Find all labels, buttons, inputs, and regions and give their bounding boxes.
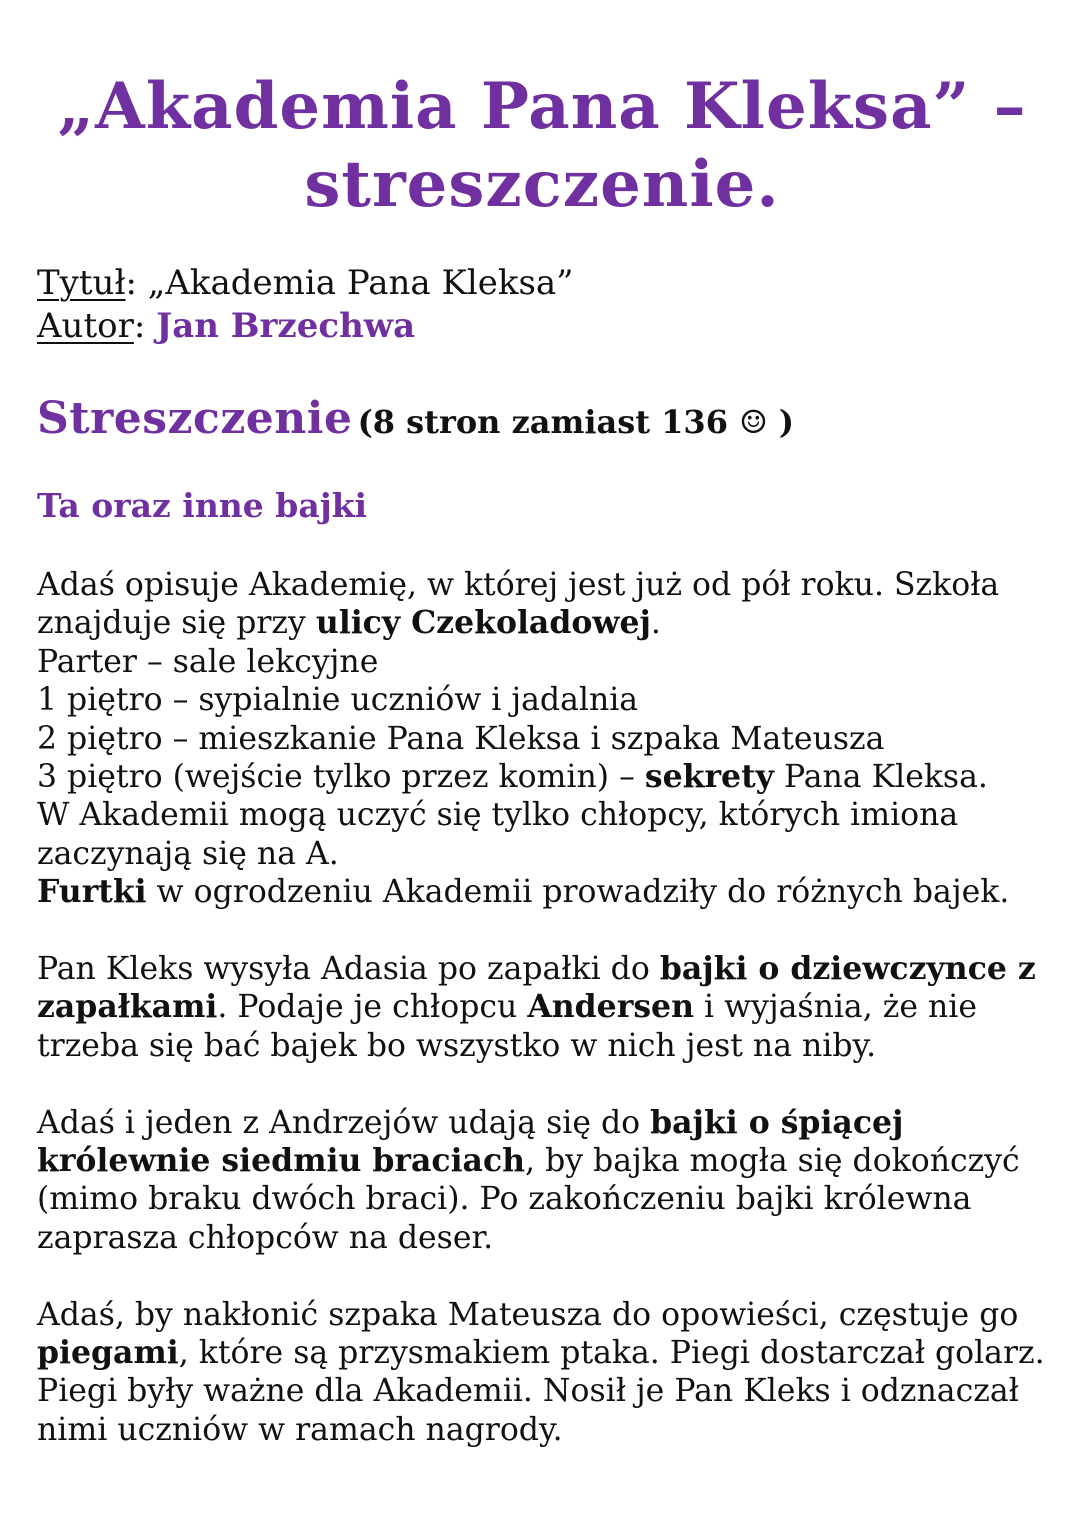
text-run: i wyjaśnia, że nie: [694, 989, 977, 1026]
bold-term: królewnie siedmiu braciach: [37, 1142, 526, 1180]
text-line: Piegi były ważne dla Akademii. Nosił je Pan Kleks i odznaczał: [37, 1373, 1019, 1410]
text-line: [37, 604, 1047, 642]
summary-body: [37, 566, 1047, 1488]
text-line: nimi uczniów w ramach nagrody.: [37, 1411, 563, 1448]
text-line: 1 piętro – sypialnie uczniów i jadalnia: [37, 682, 639, 719]
text-line: [37, 1142, 1047, 1180]
summary-heading-main: Streszczenie: [37, 393, 353, 444]
text-run: Pana Kleksa.: [773, 759, 988, 796]
bold-term: ulicy Czekoladowej: [315, 604, 651, 642]
text-run: w ogrodzeniu Akademii prowadziły do różnych bajek.: [146, 874, 1010, 911]
text-run: .: [650, 605, 661, 642]
meta-author-sep: :: [133, 306, 157, 346]
meta-title-label: Tytuł: [37, 263, 126, 303]
text-line: Parter – sale lekcyjne: [37, 643, 379, 680]
text-line: 2 piętro – mieszkanie Pana Kleksa i szpaka Mateusza: [37, 720, 885, 757]
book-meta: [37, 262, 574, 348]
text-line: [37, 950, 1047, 988]
text-run: . Podaje je chłopcu: [217, 989, 528, 1026]
text-line: [37, 1334, 1047, 1372]
text-line: zaprasza chłopców na deser.: [37, 1219, 494, 1256]
text-line: [37, 758, 1047, 796]
text-line: [37, 873, 1047, 911]
page-title-line-1: „Akademia Pana Kleksa” –: [57, 69, 1027, 144]
summary-heading: [37, 393, 794, 444]
section-heading: Ta oraz inne bajki: [37, 486, 368, 525]
paragraph-1: [37, 566, 1047, 912]
paragraph-3: [37, 1104, 1047, 1258]
page-title-line-2: streszczenie.: [304, 147, 780, 222]
text-line: (mimo braku dwóch braci). Po zakończeniu bajki królewna: [37, 1181, 972, 1218]
text-run: 3 piętro (wejście tylko przez komin) –: [37, 759, 645, 796]
bold-term: piegami: [37, 1334, 179, 1372]
bold-term: Andersen: [527, 988, 694, 1026]
text-line: Adaś, by nakłonić szpaka Mateusza do opowieści, częstuje go: [37, 1296, 1019, 1333]
text-line: [37, 1104, 1047, 1142]
text-run: , które są przysmakiem ptaka. Piegi dostarczał golarz.: [178, 1335, 1045, 1372]
text-run: Adaś i jeden z Andrzejów udają się do: [37, 1104, 651, 1141]
meta-author-label: Autor: [37, 306, 134, 346]
text-line: Adaś opisuje Akademię, w której jest już od pół roku. Szkoła: [37, 567, 1000, 603]
meta-author-value: Jan Brzechwa: [156, 306, 416, 346]
meta-author-row: [37, 305, 574, 348]
text-line: trzeba się bać bajek bo wszystko w nich jest na niby.: [37, 1027, 877, 1064]
text-line: W Akademii mogą uczyć się tylko chłopcy, których imiona: [37, 797, 959, 834]
paragraph-4: [37, 1296, 1047, 1450]
paragraph-2: [37, 950, 1047, 1065]
text-line: [37, 988, 1047, 1026]
bold-term: bajki o śpiącej: [650, 1103, 904, 1141]
bold-term: Furtki: [37, 873, 147, 911]
text-line: zaczynają się na A.: [37, 835, 339, 872]
bold-term: sekrety: [644, 758, 774, 796]
meta-title-value: : „Akademia Pana Kleksa”: [125, 263, 574, 303]
bold-term: bajki o dziewczynce z: [659, 950, 1036, 988]
bold-term: zapałkami: [37, 988, 218, 1026]
page-title: [37, 68, 1047, 224]
text-run: znajduje się przy: [37, 605, 316, 642]
meta-title-row: [37, 262, 574, 305]
text-run: Pan Kleks wysyła Adasia po zapałki do: [37, 951, 660, 988]
text-run: , by bajka mogła się dokończyć: [525, 1143, 1020, 1180]
summary-heading-note: (8 stron zamiast 136 ☺ ): [357, 403, 795, 441]
